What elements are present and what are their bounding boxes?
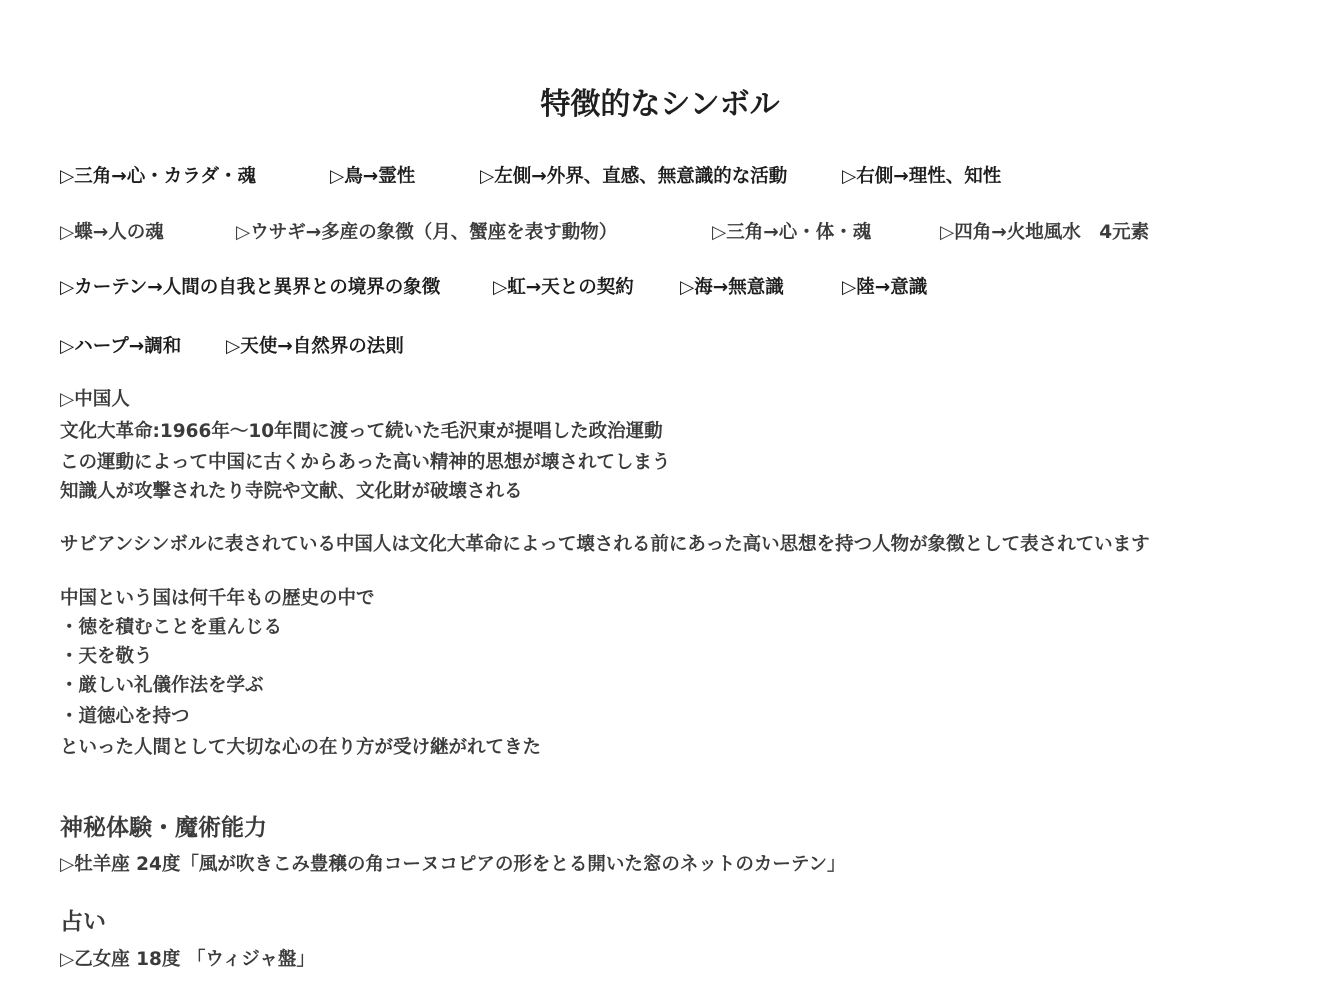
- symbol-item: ▷左側→外界、直感、無意識的な活動: [480, 166, 788, 187]
- chinese-line: この運動によって中国に古くからあった高い精神的思想が壊されてしまう: [60, 452, 671, 473]
- section-heading: 神秘体験・魔術能力: [60, 815, 267, 841]
- symbol-item: ▷三角→心・体・魂: [712, 222, 872, 243]
- history-line: ・徳を積むことを重んじる: [60, 617, 283, 638]
- symbol-item: ▷海→無意識: [680, 277, 784, 298]
- section-heading: 占い: [60, 909, 106, 935]
- symbol-item: ▷陸→意識: [842, 277, 928, 298]
- chinese-summary: サビアンシンボルに表されている中国人は文化大革命によって壊される前にあった高い思想を持つ人物が象徴として表されています: [60, 534, 1150, 555]
- symbol-item: ▷天使→自然界の法則: [226, 336, 404, 357]
- chinese-heading: ▷中国人: [60, 389, 130, 410]
- symbol-item: ▷カーテン→人間の自我と異界との境界の象徴: [60, 277, 441, 298]
- symbol-item: ▷三角→心・カラダ・魂: [60, 166, 257, 187]
- page-title: 特徴的なシンボル: [540, 87, 780, 122]
- history-line: ・道徳心を持つ: [60, 706, 190, 727]
- symbol-item: ▷ウサギ→多産の象徴（月、蟹座を表す動物）: [236, 222, 618, 243]
- symbol-item: ▷蝶→人の魂: [60, 222, 164, 243]
- chinese-line: 文化大革命:1966年〜10年間に渡って続いた毛沢東が提唱した政治運動: [60, 421, 663, 442]
- symbol-item: ▷右側→理性、知性: [842, 166, 1002, 187]
- history-line: ・天を敬う: [60, 646, 153, 667]
- symbol-item: ▷鳥→霊性: [330, 166, 416, 187]
- symbol-item: ▷四角→火地風水 4元素: [940, 222, 1150, 243]
- section-item: ▷牡羊座 24度「風が吹きこみ豊穣の角コーヌコピアの形をとる開いた窓のネットのカーテン」: [60, 854, 846, 875]
- symbol-item: ▷虹→天との契約: [493, 277, 634, 298]
- symbol-item: ▷ハープ→調和: [60, 336, 182, 357]
- chinese-line: 知識人が攻撃されたり寺院や文献、文化財が破壊される: [60, 481, 523, 502]
- history-line: といった人間として大切な心の在り方が受け継がれてきた: [60, 737, 542, 758]
- history-line: ・厳しい礼儀作法を学ぶ: [60, 675, 264, 696]
- history-line: 中国という国は何千年もの歴史の中で: [60, 588, 375, 609]
- section-item: ▷乙女座 18度 「ウィジャ盤」: [60, 949, 315, 970]
